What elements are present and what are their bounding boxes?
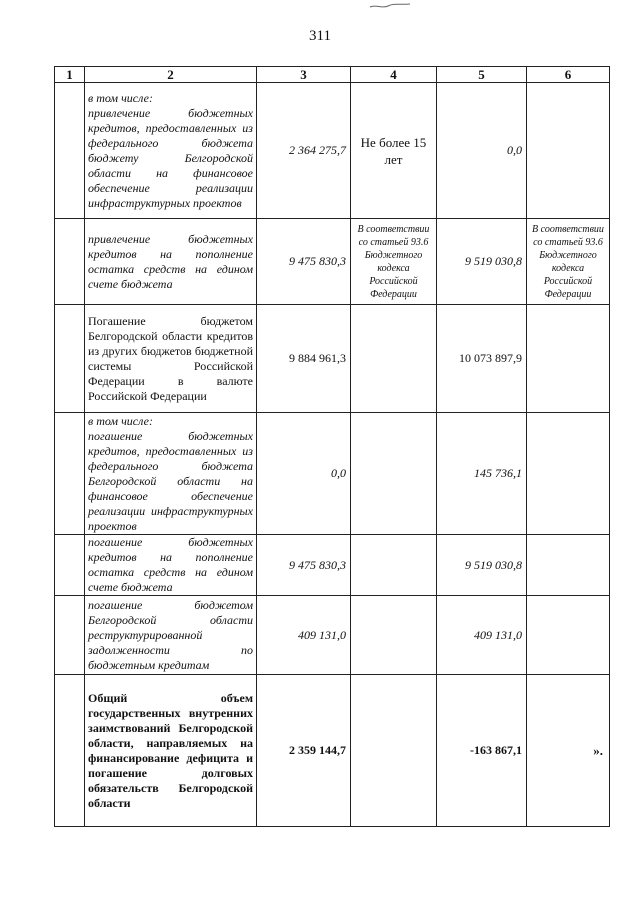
table-row: [55, 305, 610, 413]
row-term: [351, 596, 437, 675]
row-description: погашение бюджетом Белгородской области реструктурированной задолженности по бюджетным кредитам: [85, 596, 257, 675]
row-description: привлечение бюджетных кредитов на пополнение остатка средств на едином счете бюджета: [85, 219, 257, 305]
row-amount: 2 364 275,7: [257, 83, 351, 219]
row-term: Не более 15 лет: [351, 83, 437, 219]
row-amount: 9 884 961,3: [257, 305, 351, 413]
row-term: [351, 675, 437, 827]
borrowing-table: [54, 66, 610, 827]
row-amount: 9 475 830,3: [257, 219, 351, 305]
column-header-2: 2: [85, 67, 257, 83]
row-amount-2: 10 073 897,9: [437, 305, 527, 413]
row-note: [527, 305, 610, 413]
column-header-1: 1: [55, 67, 85, 83]
row-amount: 409 131,0: [257, 596, 351, 675]
closing-quote: ».: [527, 675, 610, 827]
row-term: [351, 535, 437, 596]
page-number: 311: [309, 28, 331, 44]
row-description: Погашение бюджетом Белгородской области кредитов из других бюджетов бюджетной системы Российской Федерации в валюте Российской Федерации: [85, 305, 257, 413]
row-amount-2: 145 736,1: [437, 413, 527, 535]
table-row: [55, 596, 610, 675]
row-amount-2: -163 867,1: [437, 675, 527, 827]
row-note: [527, 413, 610, 535]
row-term: [351, 413, 437, 535]
column-header-6: 6: [527, 67, 610, 83]
row-term: В соответствии со статьей 93.6 Бюджетного кодекса Российской Федерации: [351, 219, 437, 305]
row-note: [527, 83, 610, 219]
row-amount-2: 9 519 030,8: [437, 535, 527, 596]
row-description: в том числе: привлечение бюджетных кредитов, предоставленных из федерального бюджета бюджету Белгородской области на финансовое обеспечение реализации инфраструктурных проектов: [85, 83, 257, 219]
row-description: погашение бюджетных кредитов на пополнение остатка средств на едином счете бюджета: [85, 535, 257, 596]
row-amount: 2 359 144,7: [257, 675, 351, 827]
row-term: [351, 305, 437, 413]
column-header-4: 4: [351, 67, 437, 83]
scan-artifact-mark: [368, 2, 412, 10]
table-row: [55, 413, 610, 535]
table-row-total: [55, 675, 610, 827]
row-amount-2: 409 131,0: [437, 596, 527, 675]
row-note: [527, 535, 610, 596]
table-row: [55, 535, 610, 596]
table-row: [55, 219, 610, 305]
row-amount-2: 0,0: [437, 83, 527, 219]
row-amount-2: 9 519 030,8: [437, 219, 527, 305]
row-note: В соответствии со статьей 93.6 Бюджетного кодекса Российской Федерации: [527, 219, 610, 305]
table-row: [55, 83, 610, 219]
row-description: в том числе: погашение бюджетных кредитов, предоставленных из федерального бюджета Белгородской области на финансовое обеспечение реализации инфраструктурных проектов: [85, 413, 257, 535]
row-amount: 0,0: [257, 413, 351, 535]
row-note: [527, 596, 610, 675]
row-description: Общий объем государственных внутренних заимствований Белгородской области, направляемых на финансирование дефицита и погашение долговых обязательств Белгородской области: [85, 675, 257, 827]
row-amount: 9 475 830,3: [257, 535, 351, 596]
column-number-row: [55, 67, 610, 83]
column-header-5: 5: [437, 67, 527, 83]
column-header-3: 3: [257, 67, 351, 83]
